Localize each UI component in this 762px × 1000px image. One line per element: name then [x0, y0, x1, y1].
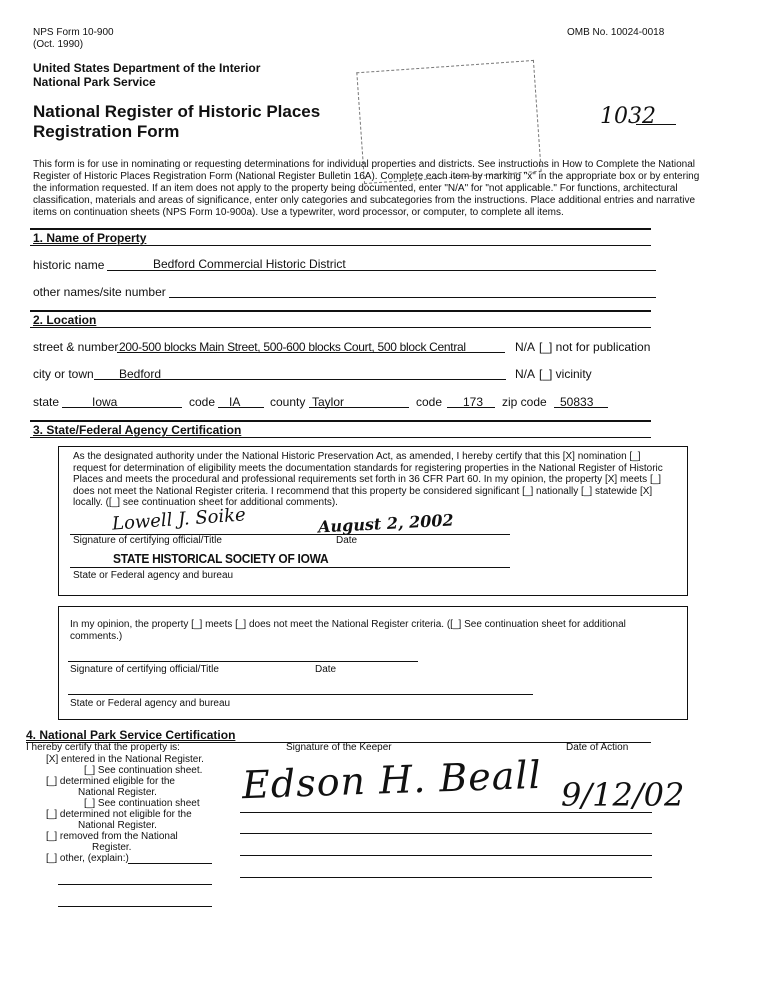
state-code-label: code [189, 395, 216, 409]
section-2-top-rule [30, 310, 651, 312]
other-names-label: other names/site number [33, 285, 166, 299]
state-line [62, 407, 182, 408]
keeper-line-2 [240, 833, 652, 834]
section-3-bottom-rule [30, 437, 651, 438]
action-date: 9/12/02 [561, 776, 685, 814]
city-na: N/A [515, 367, 536, 381]
option-other: [_] other, (explain:) [46, 853, 129, 864]
state-code-line [218, 407, 264, 408]
option-not-eligible: [_] determined not eligible for the [46, 809, 192, 820]
keeper-label: Signature of the Keeper [286, 742, 392, 753]
keeper-line-3 [240, 855, 652, 856]
form-date: (Oct. 1990) [33, 39, 84, 50]
state-label: state [33, 395, 60, 409]
keeper-line-4 [240, 877, 652, 878]
city-label: city or town [33, 367, 94, 381]
historic-name-label: historic name [33, 258, 105, 272]
zip-line [554, 407, 608, 408]
option-eligible-register: National Register. [78, 787, 157, 798]
street-na: N/A [515, 340, 536, 354]
keeper-line-1 [240, 812, 652, 813]
signature-2-label: Signature of certifying official/Title [70, 664, 219, 675]
date-label: Date [336, 535, 358, 546]
not-for-publication: [_] not for publication [539, 340, 651, 354]
other-names-line [169, 297, 656, 298]
option-entered: [X] entered in the National Register. [46, 754, 204, 765]
agency-label: State or Federal agency and bureau [73, 570, 234, 581]
historic-name-line [107, 270, 656, 271]
state-value: Iowa [92, 395, 118, 409]
agency-2-label: State or Federal agency and bureau [70, 698, 231, 709]
certifying-signature: Lowell J. Soike [111, 504, 247, 535]
section-3-top-rule [30, 420, 651, 422]
zip-label: zip code [502, 395, 547, 409]
county-code-label: code [416, 395, 443, 409]
street-label: street & number [33, 340, 119, 354]
agency-name: STATE HISTORICAL SOCIETY OF IOWA [113, 551, 329, 566]
historic-name-value: Bedford Commercial Historic District [153, 257, 346, 271]
other-line-2 [58, 906, 212, 907]
county-code-value: 173 [463, 395, 484, 409]
form-subtitle: Registration Form [33, 122, 180, 141]
hereby-certify: I hereby certify that the property is: [26, 742, 180, 753]
ref-underline [636, 124, 676, 125]
street-line [117, 352, 505, 353]
signature-date: August 2, 2002 [317, 510, 455, 537]
county-code-line [447, 407, 495, 408]
zip-value: 50833 [560, 395, 594, 409]
option-determined-eligible: [_] determined eligible for the [46, 776, 175, 787]
section-3-heading: 3. State/Federal Agency Certification [33, 423, 242, 437]
form-number: NPS Form 10-900 [33, 27, 114, 38]
other-explain-line [128, 863, 212, 864]
agency-2-line [68, 694, 533, 695]
county-value: Taylor [312, 395, 345, 409]
signature-2-line [68, 661, 418, 662]
option-removed: [_] removed from the National [46, 831, 178, 842]
county-line [309, 407, 409, 408]
city-line [94, 379, 506, 380]
street-value: 200-500 blocks Main Street, 500-600 blocks Court, 500 block Central [119, 340, 466, 354]
state-code-value: IA [229, 395, 241, 409]
intro-paragraph: This form is for use in nominating or requesting determinations for individual properties and districts. See instructions in How to Complete the National Register of Historic Places Registration Form (National Register Bulletin 16A). Complete each item by marking "x" in the appropriate box or by entering the information requested. If an item does not apply to the property being documented, enter "N/A" for "not applicable." For functions, architectural classification, materials and areas of significance, enter only categories and subcategories from the instructions. Place additional entries and narrative items on continuation sheets (NPS Form 10-900a). Use a typewriter, word processor, or computer, to complete all items. [33, 159, 700, 218]
city-value: Bedford [119, 367, 162, 381]
agency-line [70, 567, 510, 568]
option-see-continuation-2: [_] See continuation sheet [84, 798, 200, 809]
keeper-signature: Edson H. Beall [241, 752, 543, 808]
option-see-continuation-1: [_] See continuation sheet. [84, 765, 203, 776]
opinion-text: In my opinion, the property [_] meets [_] does not meet the National Register criteria. ([_] See continuation sheet for additional comments.) [70, 619, 626, 642]
vicinity: [_] vicinity [539, 367, 592, 381]
option-removed-register: Register. [92, 842, 132, 853]
option-not-eligible-register: National Register. [78, 820, 157, 831]
section-2-heading: 2. Location [33, 313, 97, 327]
date-2-label: Date [315, 664, 337, 675]
section-1-bottom-rule [30, 245, 651, 246]
form-title: National Register of Historic Places [33, 102, 321, 121]
county-label: county [270, 395, 306, 409]
section-4-heading: 4. National Park Service Certification [26, 728, 236, 742]
reference-number: 1032 [600, 104, 656, 129]
agency-line-2: National Park Service [33, 75, 156, 89]
section-1-heading: 1. Name of Property [33, 231, 147, 245]
other-line-1 [58, 884, 212, 885]
section-2-bottom-rule [30, 327, 651, 328]
omb-number: OMB No. 10024-0018 [567, 27, 665, 38]
certification-text: As the designated authority under the National Historic Preservation Act, as amended, I hereby certify that this [X] nomination [_] request for determination of eligibility meets the documentation standards for registering properties in the National Register of Historic Places and meets the procedural and professional requirements set forth in 36 CFR Part 60. In my opinion, the property [X] meets [_] does not meet the National Register criteria. I recommend that this property be considered significant [_] nationally [_] statewide [X] locally. ([_] see continuation sheet for additional comments). [73, 451, 663, 508]
agency-line-1: United States Department of the Interior [33, 61, 261, 75]
date-of-action-label: Date of Action [566, 742, 629, 753]
signature-label: Signature of certifying official/Title [73, 535, 222, 546]
section-1-top-rule [30, 228, 651, 230]
